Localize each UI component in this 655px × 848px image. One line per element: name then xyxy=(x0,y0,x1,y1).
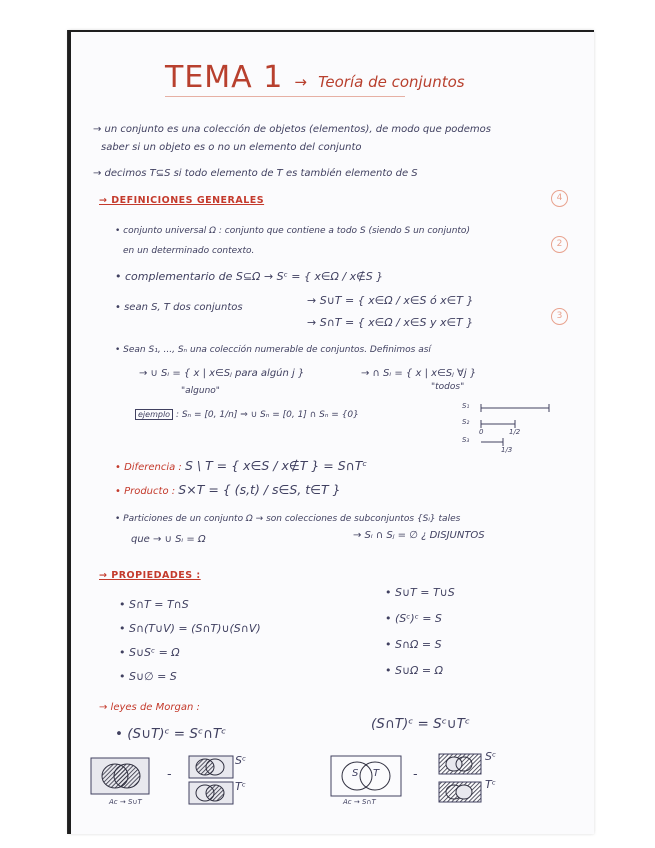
def-familia: • Sean S₁, ..., Sₙ una colección numerable de conjuntos. Definimos así xyxy=(115,345,431,355)
prop-right-3: • S∩Ω = S xyxy=(385,638,442,651)
prop-left-1: • S∩T = T∩S xyxy=(119,598,189,611)
s2-label: S₂ xyxy=(462,418,470,426)
def-sean-st: • sean S, T dos conjuntos xyxy=(115,302,243,313)
morgan-law-1: • (S∪T)ᶜ = Sᶜ∩Tᶜ xyxy=(115,726,227,742)
prop-left-4: • S∪∅ = S xyxy=(119,670,177,683)
notebook-page xyxy=(68,30,594,834)
def-particiones-3: → Sᵢ ∩ Sⱼ = ∅ ¿ DISJUNTOS xyxy=(353,530,485,541)
venn-sc-1: Sᶜ xyxy=(235,754,247,767)
prop-right-4: • S∪Ω = Ω xyxy=(385,664,444,677)
def-diferencia-row xyxy=(115,458,367,473)
def-diferencia: S \ T = { x∈S / x∉T } = S∩Tᶜ xyxy=(184,458,368,473)
intro-line-1: → un conjunto es una colección de objetos (elementos), de modo que podemos xyxy=(93,124,491,135)
def-producto-row xyxy=(115,482,341,497)
def-complementario: • complementario de S⊆Ω → Sᶜ = { x∈Ω / x∉S } xyxy=(115,270,384,283)
venn-caption-1: Ac → S∪T xyxy=(109,798,142,806)
def-producto: S×T = { (s,t) / s∈S, t∈T } xyxy=(178,482,341,497)
section-heading-definiciones: → DEFINICIONES GENERALES xyxy=(99,195,265,206)
morgan-heading: → leyes de Morgan : xyxy=(99,702,200,713)
prop-left-2: • S∩(T∪V) = (S∩T)∪(S∩V) xyxy=(119,622,261,635)
tick-half: 1/2 xyxy=(509,428,521,436)
venn-minus-2: - xyxy=(413,766,418,781)
page-title xyxy=(165,60,465,95)
venn-tc-2: Tᶜ xyxy=(485,778,496,791)
title-sub: Teoría de conjuntos xyxy=(318,73,465,91)
venn-caption-2: Ac → S∩T xyxy=(343,798,376,806)
intro-line-2: saber si un objeto es o no un elemento del conjunto xyxy=(101,142,362,153)
def-particiones-2: que → ∪ Sᵢ = Ω xyxy=(131,534,206,545)
def-union: → S∪T = { x∈Ω / x∈S ó x∈T } xyxy=(307,294,474,307)
venn-minus-1: - xyxy=(167,766,172,781)
example-label: ejemplo xyxy=(135,409,173,420)
title-arrow: → xyxy=(294,73,307,91)
def-diferencia-label: • Diferencia : xyxy=(115,462,182,473)
venn-sc-2: Sᶜ xyxy=(485,750,497,763)
number-line-sketch xyxy=(459,400,559,452)
prop-left-3: • S∪Sᶜ = Ω xyxy=(119,646,180,659)
example-text: : Sₙ = [0, 1/n] ⇒ ∪ Sₙ = [0, 1] ∩ Sₙ = {0} xyxy=(175,410,359,420)
def-universal-1: • conjunto universal Ω : conjunto que contiene a todo S (siendo S un conjunto) xyxy=(115,226,470,236)
tick-zero: 0 xyxy=(479,428,484,436)
venn-t-label: T xyxy=(373,768,380,779)
intro-line-3: → decimos T⊆S si todo elemento de T es también elemento de S xyxy=(93,168,418,179)
venn-s-label: S xyxy=(352,768,359,779)
circled-number-3: 3 xyxy=(551,308,568,325)
s1-label: S₁ xyxy=(462,402,470,410)
def-inter-note: "todos" xyxy=(431,382,465,392)
morgan-law-2: (S∩T)ᶜ = Sᶜ∪Tᶜ xyxy=(371,716,470,732)
def-inter-familia: → ∩ Sᵢ = { x | x∈Sⱼ ∀j } xyxy=(361,368,477,379)
section-heading-propiedades: → PROPIEDADES : xyxy=(99,570,201,581)
example-row xyxy=(135,410,359,420)
venn-tc-1: Tᶜ xyxy=(235,780,246,793)
def-union-note: "alguno" xyxy=(181,386,220,396)
prop-right-2: • (Sᶜ)ᶜ = S xyxy=(385,612,442,625)
s3-label: S₃ xyxy=(462,436,470,444)
title-underline xyxy=(165,96,405,97)
def-interseccion: → S∩T = { x∈Ω / x∈S y x∈T } xyxy=(307,316,474,329)
circled-number-1: 4 xyxy=(551,190,568,207)
tick-third: 1/3 xyxy=(501,446,513,454)
def-universal-2: en un determinado contexto. xyxy=(123,246,255,256)
def-particiones-1: • Particiones de un conjunto Ω → son colecciones de subconjuntos {Sᵢ} tales xyxy=(115,514,461,524)
prop-right-1: • S∪T = T∪S xyxy=(385,586,455,599)
def-union-familia: → ∪ Sᵢ = { x | x∈Sⱼ para algún j } xyxy=(139,368,305,379)
circled-number-2: 2 xyxy=(551,236,568,253)
title-main: TEMA 1 xyxy=(165,60,284,95)
def-producto-label: • Producto : xyxy=(115,486,176,497)
